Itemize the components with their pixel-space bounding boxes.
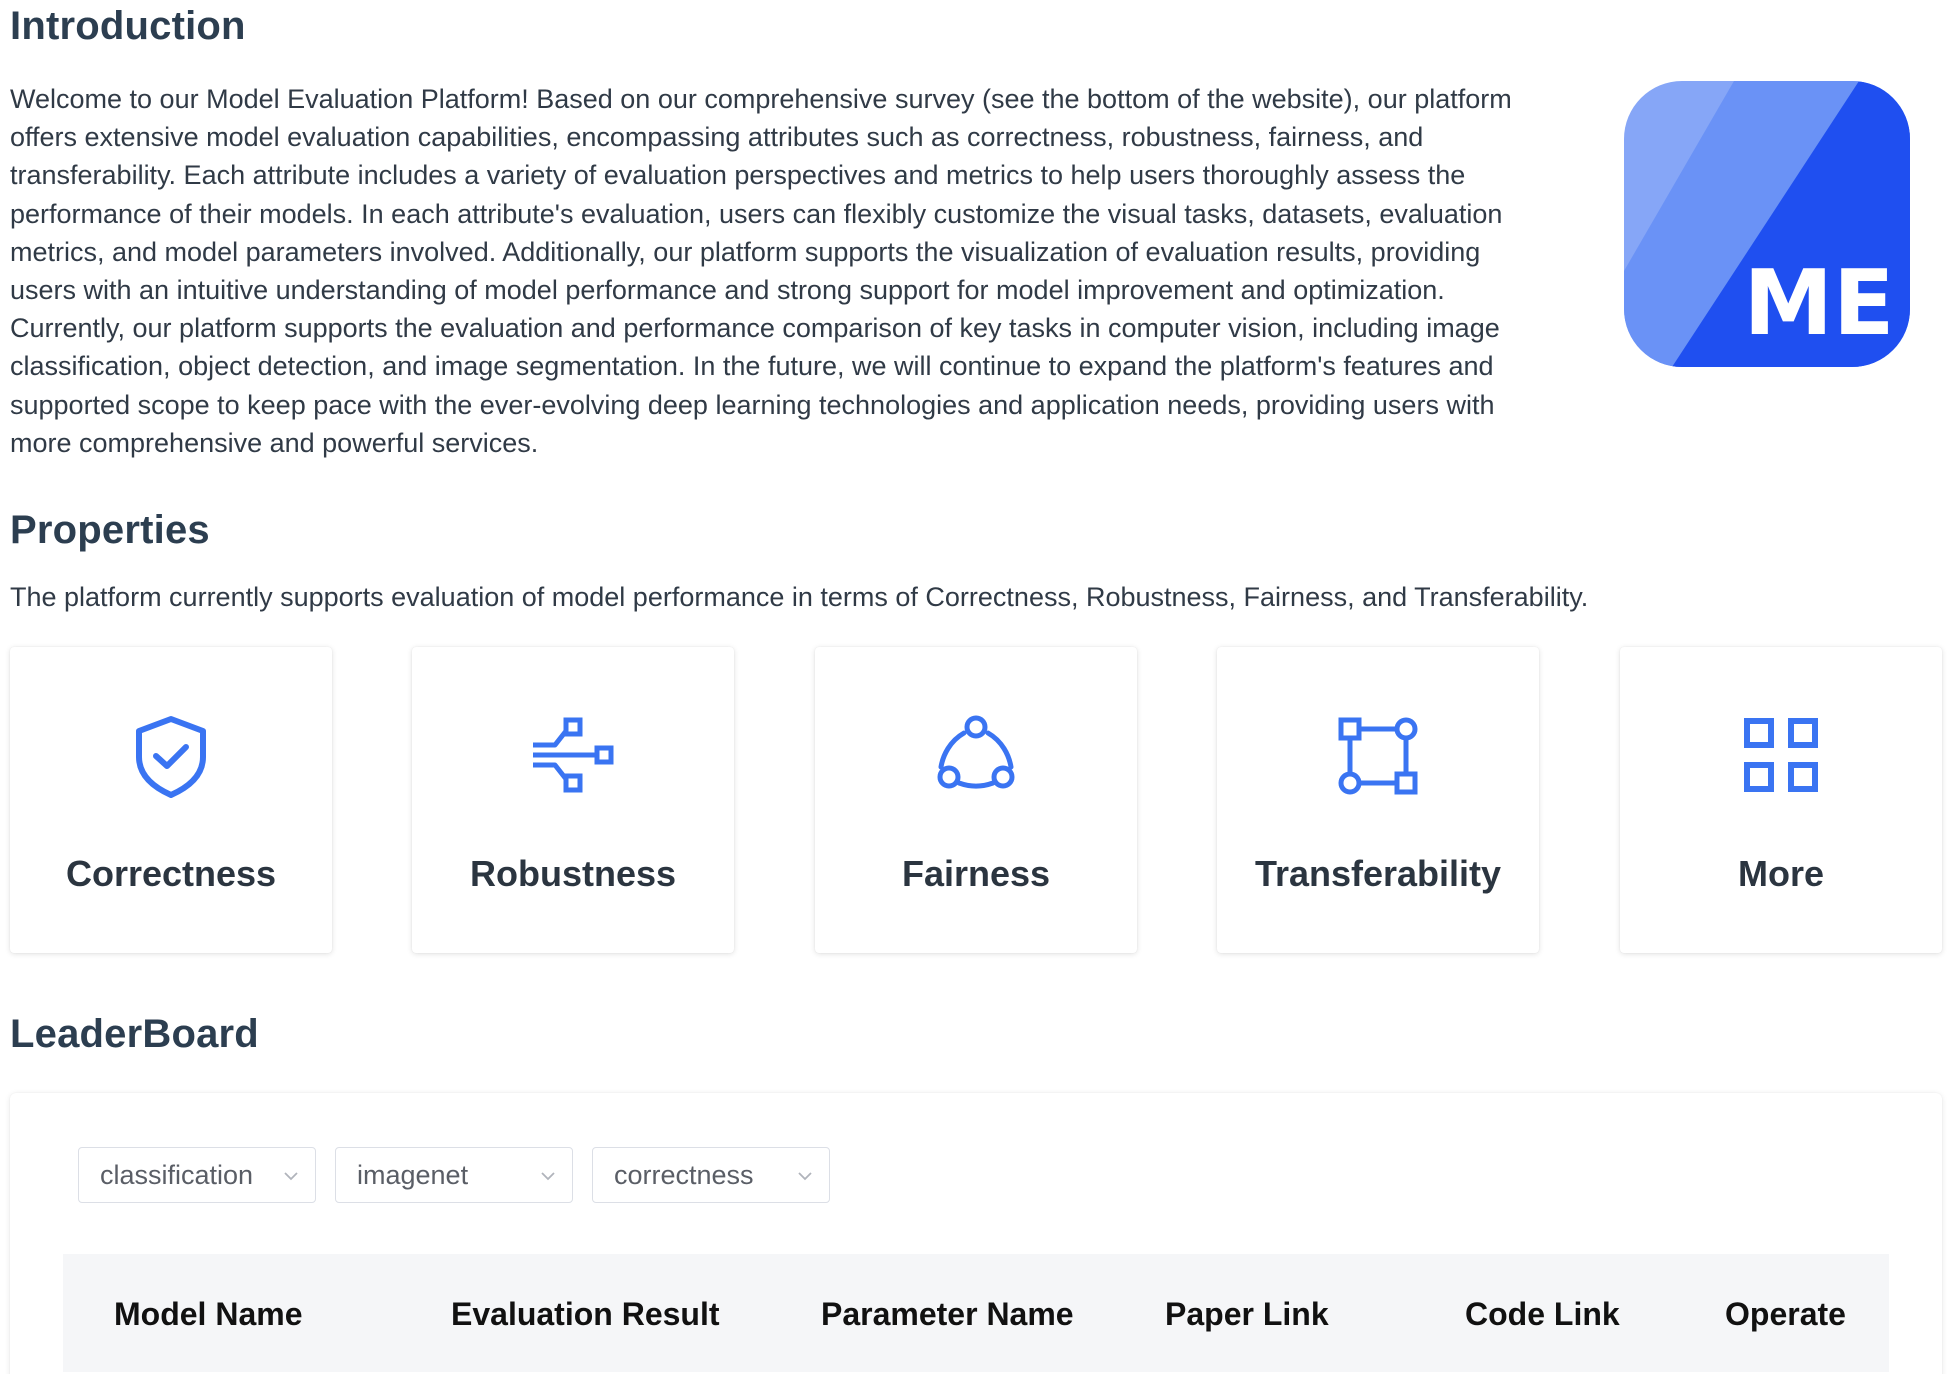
- column-header-paper-link: Paper Link: [1165, 1296, 1329, 1332]
- leaderboard-panel: [10, 1093, 1942, 1374]
- introduction-text: Welcome to our Model Evaluation Platform! Based on our comprehensive survey (see the bottom of the website), our platform offers extensive model evaluation capabilities, encompassing attributes such as correctness, robustness, fairness, and transferability. Each attribute includes a variety of evaluation perspectives and metrics to help users thoroughly assess the performance of their models. In each attribute's evaluation, users can flexibly customize the visual tasks, datasets, evaluation metrics, and model parameters involved. Additionally, our platform supports the visualization of evaluation results, providing users with an intuitive understanding of model performance and strong support for model improvement and optimization. Currently, our platform supports the evaluation and performance comparison of key tasks in computer vision, including image classification, object detection, and image segmentation. In the future, we will continue to expand the platform's features and supported scope to keep pace with the ever-evolving deep learning technologies and application needs, providing users with more comprehensive and powerful services.: [10, 84, 1512, 458]
- property-select-value: correctness: [614, 1160, 754, 1190]
- card-label: Robustness: [469, 853, 677, 894]
- column-header-model-name: Model Name: [114, 1296, 303, 1332]
- platform-logo: [1624, 81, 1910, 367]
- column-header-parameter-name: Parameter Name: [821, 1296, 1074, 1332]
- card-label: Fairness: [901, 853, 1051, 894]
- card-transferability[interactable]: [1217, 647, 1539, 953]
- task-select[interactable]: [78, 1147, 316, 1203]
- properties-text: The platform currently supports evaluation of model performance in terms of Correctness, Robustness, Fairness, and Transferability.: [10, 582, 1589, 612]
- card-label: Correctness: [65, 853, 277, 894]
- chevron-down-icon: [540, 1168, 556, 1184]
- card-fairness[interactable]: [815, 647, 1137, 953]
- property-cards: [10, 647, 1942, 953]
- dataset-select[interactable]: [335, 1147, 573, 1203]
- column-header-code-link: Code Link: [1465, 1296, 1620, 1332]
- card-label: Transferability: [1254, 853, 1502, 894]
- property-select[interactable]: [592, 1147, 830, 1203]
- leaderboard-table-header: [63, 1254, 1889, 1372]
- shield-check-icon: [123, 707, 219, 803]
- card-label: More: [1737, 853, 1824, 894]
- dataset-select-value: imagenet: [357, 1160, 469, 1190]
- card-correctness[interactable]: [10, 647, 332, 953]
- network-flow-icon: [525, 707, 621, 803]
- logo-text: ME: [1743, 251, 1895, 356]
- card-robustness[interactable]: [412, 647, 734, 953]
- chevron-down-icon: [283, 1168, 299, 1184]
- cycle-nodes-icon: [928, 707, 1024, 803]
- grid-apps-icon: [1733, 707, 1829, 803]
- task-select-value: classification: [100, 1160, 254, 1190]
- introduction-heading: Introduction: [10, 4, 246, 48]
- card-more[interactable]: [1620, 647, 1942, 953]
- column-header-evaluation-result: Evaluation Result: [451, 1296, 720, 1332]
- properties-heading: Properties: [10, 508, 210, 552]
- leaderboard-heading: LeaderBoard: [10, 1012, 259, 1056]
- transfer-nodes-icon: [1330, 707, 1426, 803]
- column-header-operate: Operate: [1725, 1296, 1846, 1332]
- chevron-down-icon: [797, 1168, 813, 1184]
